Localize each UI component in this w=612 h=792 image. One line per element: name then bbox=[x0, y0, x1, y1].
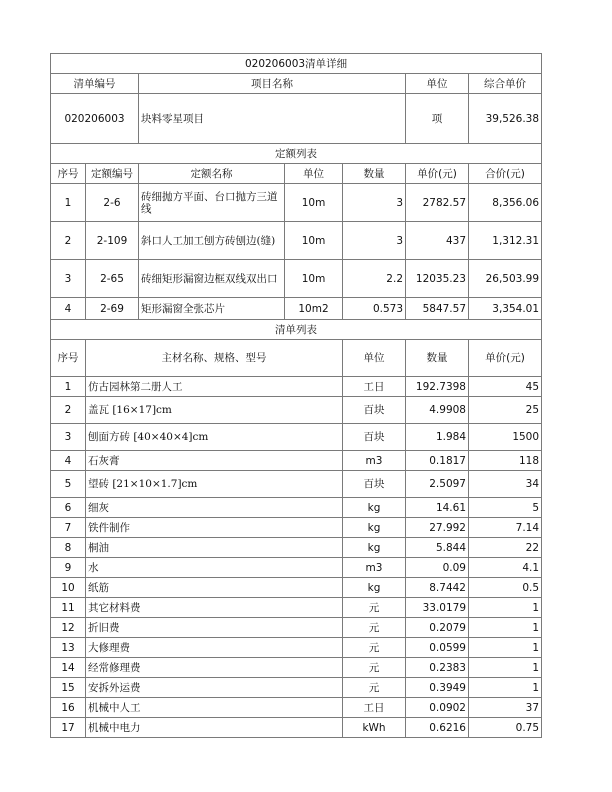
material-unit: 元 bbox=[343, 598, 406, 618]
material-unit: kg bbox=[343, 578, 406, 598]
material-header-row bbox=[51, 340, 542, 377]
material-row bbox=[51, 498, 542, 518]
quota-header-price: 单价(元) bbox=[406, 164, 469, 184]
material-qty: 0.2079 bbox=[406, 618, 469, 638]
material-unit: kg bbox=[343, 498, 406, 518]
material-no: 4 bbox=[51, 451, 86, 471]
material-row bbox=[51, 397, 542, 424]
material-name: 桐油 bbox=[86, 538, 343, 558]
material-name: 盖瓦 [16×17]cm bbox=[86, 397, 343, 424]
material-unit: m3 bbox=[343, 558, 406, 578]
material-unit: 百块 bbox=[343, 397, 406, 424]
material-name: 石灰膏 bbox=[86, 451, 343, 471]
material-no: 16 bbox=[51, 698, 86, 718]
quota-unit: 10m2 bbox=[285, 298, 343, 320]
quota-qty: 0.573 bbox=[343, 298, 406, 320]
material-no: 2 bbox=[51, 397, 86, 424]
quota-qty: 3 bbox=[343, 184, 406, 222]
quota-header-row bbox=[51, 164, 542, 184]
material-no: 13 bbox=[51, 638, 86, 658]
material-qty: 5.844 bbox=[406, 538, 469, 558]
material-row bbox=[51, 658, 542, 678]
quota-unit: 10m bbox=[285, 184, 343, 222]
material-qty: 0.0599 bbox=[406, 638, 469, 658]
list-item-unit: 项 bbox=[406, 94, 469, 144]
material-price: 45 bbox=[469, 377, 542, 397]
material-no: 17 bbox=[51, 718, 86, 738]
material-name: 机械中人工 bbox=[86, 698, 343, 718]
material-row bbox=[51, 558, 542, 578]
material-no: 3 bbox=[51, 424, 86, 451]
list-item-row bbox=[51, 94, 542, 144]
material-qty: 0.2383 bbox=[406, 658, 469, 678]
quota-qty: 3 bbox=[343, 222, 406, 260]
material-no: 8 bbox=[51, 538, 86, 558]
material-name: 安拆外运费 bbox=[86, 678, 343, 698]
material-qty: 2.5097 bbox=[406, 471, 469, 498]
material-no: 11 bbox=[51, 598, 86, 618]
list-item-name: 块料零星项目 bbox=[139, 94, 406, 144]
quota-header-unit: 单位 bbox=[285, 164, 343, 184]
material-row bbox=[51, 424, 542, 451]
material-header-no: 序号 bbox=[51, 340, 86, 377]
material-row bbox=[51, 518, 542, 538]
quota-header-total: 合价(元) bbox=[469, 164, 542, 184]
material-row bbox=[51, 678, 542, 698]
material-price: 4.1 bbox=[469, 558, 542, 578]
material-unit: 百块 bbox=[343, 424, 406, 451]
quota-row bbox=[51, 222, 542, 260]
material-price: 1500 bbox=[469, 424, 542, 451]
detail-table bbox=[50, 53, 542, 738]
material-name: 细灰 bbox=[86, 498, 343, 518]
quota-code: 2-69 bbox=[86, 298, 139, 320]
material-qty: 4.9908 bbox=[406, 397, 469, 424]
material-no: 15 bbox=[51, 678, 86, 698]
material-no: 5 bbox=[51, 471, 86, 498]
material-no: 7 bbox=[51, 518, 86, 538]
quota-qty: 2.2 bbox=[343, 260, 406, 298]
quota-price: 12035.23 bbox=[406, 260, 469, 298]
material-price: 22 bbox=[469, 538, 542, 558]
material-section-title: 清单列表 bbox=[51, 320, 542, 340]
material-price: 0.75 bbox=[469, 718, 542, 738]
material-price: 1 bbox=[469, 678, 542, 698]
material-price: 1 bbox=[469, 598, 542, 618]
material-unit: 工日 bbox=[343, 377, 406, 397]
material-qty: 33.0179 bbox=[406, 598, 469, 618]
material-name: 水 bbox=[86, 558, 343, 578]
quota-no: 4 bbox=[51, 298, 86, 320]
list-header-row bbox=[51, 74, 542, 94]
quota-total: 3,354.01 bbox=[469, 298, 542, 320]
header-composite-price: 综合单价 bbox=[469, 74, 542, 94]
quota-no: 2 bbox=[51, 222, 86, 260]
list-item-code: 020206003 bbox=[51, 94, 139, 144]
material-qty: 0.6216 bbox=[406, 718, 469, 738]
material-price: 118 bbox=[469, 451, 542, 471]
material-name: 机械中电力 bbox=[86, 718, 343, 738]
material-header-name: 主材名称、规格、型号 bbox=[86, 340, 343, 377]
quota-header-no: 序号 bbox=[51, 164, 86, 184]
table-body bbox=[51, 54, 542, 738]
quota-total: 26,503.99 bbox=[469, 260, 542, 298]
material-row bbox=[51, 698, 542, 718]
material-header-qty: 数量 bbox=[406, 340, 469, 377]
material-name: 望砖 [21×10×1.7]cm bbox=[86, 471, 343, 498]
quota-total: 1,312.31 bbox=[469, 222, 542, 260]
material-unit: kg bbox=[343, 538, 406, 558]
quota-row bbox=[51, 260, 542, 298]
material-unit: 元 bbox=[343, 638, 406, 658]
material-unit: 百块 bbox=[343, 471, 406, 498]
material-no: 14 bbox=[51, 658, 86, 678]
material-no: 1 bbox=[51, 377, 86, 397]
material-qty: 192.7398 bbox=[406, 377, 469, 397]
quota-row bbox=[51, 298, 542, 320]
material-price: 25 bbox=[469, 397, 542, 424]
material-row bbox=[51, 638, 542, 658]
quota-header-name: 定额名称 bbox=[139, 164, 285, 184]
material-price: 1 bbox=[469, 638, 542, 658]
quota-name: 斜口人工加工刨方砖刨边(缝) bbox=[139, 222, 285, 260]
list-item-price: 39,526.38 bbox=[469, 94, 542, 144]
material-unit: m3 bbox=[343, 451, 406, 471]
material-no: 10 bbox=[51, 578, 86, 598]
material-unit: kWh bbox=[343, 718, 406, 738]
material-row bbox=[51, 578, 542, 598]
material-no: 9 bbox=[51, 558, 86, 578]
quota-code: 2-109 bbox=[86, 222, 139, 260]
table-title: 020206003清单详细 bbox=[51, 54, 542, 74]
quota-header-code: 定额编号 bbox=[86, 164, 139, 184]
quota-unit: 10m bbox=[285, 222, 343, 260]
material-row bbox=[51, 618, 542, 638]
material-qty: 0.09 bbox=[406, 558, 469, 578]
material-qty: 8.7442 bbox=[406, 578, 469, 598]
material-name: 铁件制作 bbox=[86, 518, 343, 538]
quota-unit: 10m bbox=[285, 260, 343, 298]
header-item-name: 项目名称 bbox=[139, 74, 406, 94]
material-price: 5 bbox=[469, 498, 542, 518]
material-qty: 27.992 bbox=[406, 518, 469, 538]
quota-row bbox=[51, 184, 542, 222]
quota-name: 砖细抛方平面、台口抛方三道线 bbox=[139, 184, 285, 222]
material-name: 刨面方砖 [40×40×4]cm bbox=[86, 424, 343, 451]
header-list-code: 清单编号 bbox=[51, 74, 139, 94]
material-name: 纸筋 bbox=[86, 578, 343, 598]
quota-section-title: 定额列表 bbox=[51, 144, 542, 164]
material-price: 0.5 bbox=[469, 578, 542, 598]
quota-price: 2782.57 bbox=[406, 184, 469, 222]
material-price: 7.14 bbox=[469, 518, 542, 538]
material-qty: 0.3949 bbox=[406, 678, 469, 698]
quota-name: 矩形漏窗全张芯片 bbox=[139, 298, 285, 320]
material-name: 大修理费 bbox=[86, 638, 343, 658]
material-unit: kg bbox=[343, 518, 406, 538]
material-row bbox=[51, 718, 542, 738]
material-unit: 元 bbox=[343, 618, 406, 638]
material-name: 其它材料费 bbox=[86, 598, 343, 618]
material-name: 仿古园林第二册人工 bbox=[86, 377, 343, 397]
material-unit: 元 bbox=[343, 678, 406, 698]
material-name: 经常修理费 bbox=[86, 658, 343, 678]
material-row bbox=[51, 471, 542, 498]
quota-price: 5847.57 bbox=[406, 298, 469, 320]
header-unit: 单位 bbox=[406, 74, 469, 94]
material-price: 1 bbox=[469, 618, 542, 638]
material-price: 37 bbox=[469, 698, 542, 718]
quota-no: 3 bbox=[51, 260, 86, 298]
material-no: 6 bbox=[51, 498, 86, 518]
material-qty: 0.0902 bbox=[406, 698, 469, 718]
material-row bbox=[51, 538, 542, 558]
material-row bbox=[51, 451, 542, 471]
material-row bbox=[51, 377, 542, 397]
material-qty: 14.61 bbox=[406, 498, 469, 518]
material-qty: 1.984 bbox=[406, 424, 469, 451]
quota-name: 砖细矩形漏窗边框双线双出口 bbox=[139, 260, 285, 298]
material-price: 1 bbox=[469, 658, 542, 678]
material-qty: 0.1817 bbox=[406, 451, 469, 471]
material-unit: 元 bbox=[343, 658, 406, 678]
material-price: 34 bbox=[469, 471, 542, 498]
quota-no: 1 bbox=[51, 184, 86, 222]
material-header-price: 单价(元) bbox=[469, 340, 542, 377]
material-name: 折旧费 bbox=[86, 618, 343, 638]
quota-total: 8,356.06 bbox=[469, 184, 542, 222]
material-unit: 工日 bbox=[343, 698, 406, 718]
quota-header-qty: 数量 bbox=[343, 164, 406, 184]
quota-price: 437 bbox=[406, 222, 469, 260]
quota-code: 2-65 bbox=[86, 260, 139, 298]
quota-code: 2-6 bbox=[86, 184, 139, 222]
material-header-unit: 单位 bbox=[343, 340, 406, 377]
material-no: 12 bbox=[51, 618, 86, 638]
material-row bbox=[51, 598, 542, 618]
